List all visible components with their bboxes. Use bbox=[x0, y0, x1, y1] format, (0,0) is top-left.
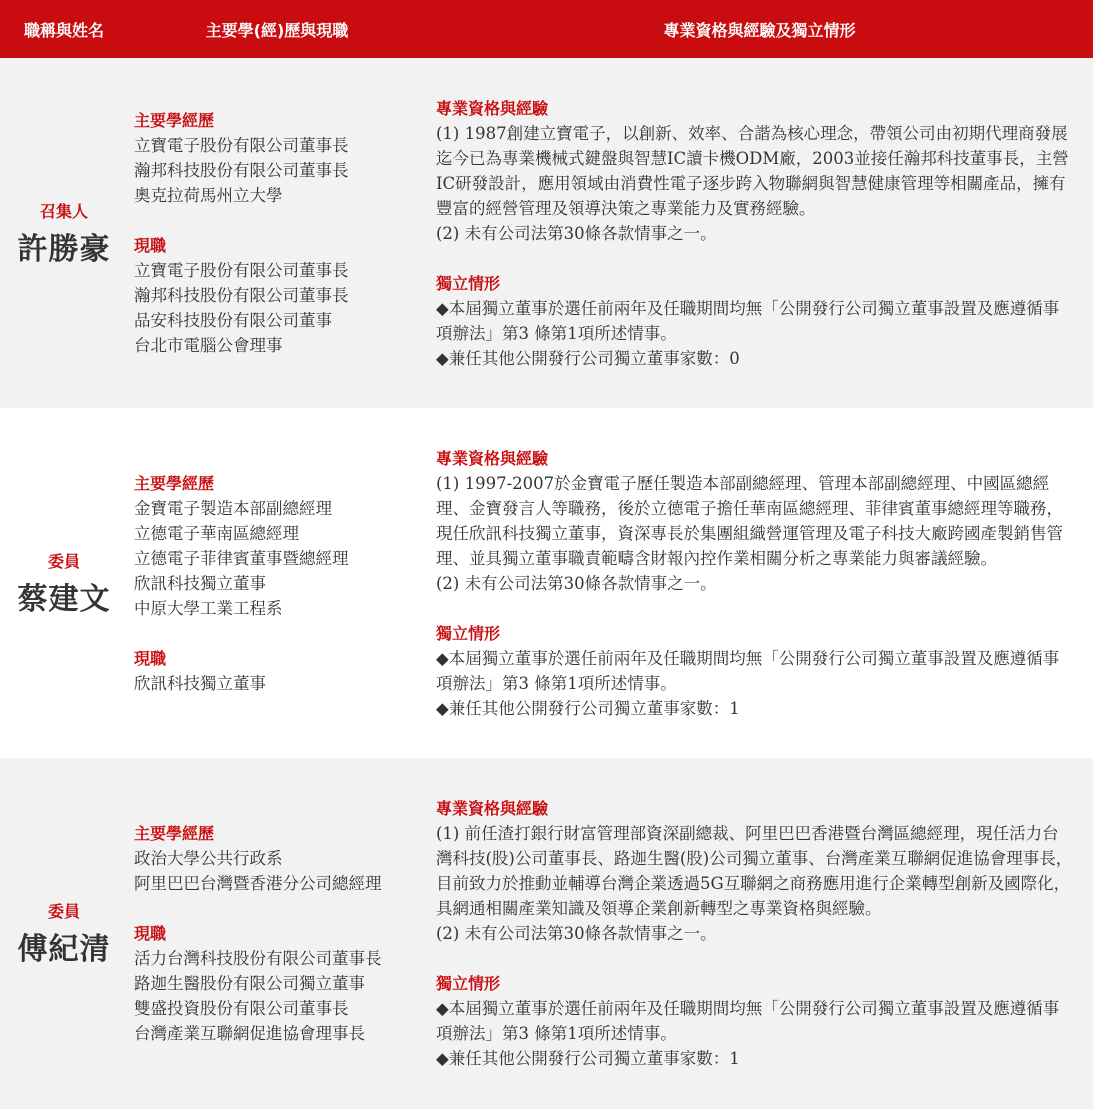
member-role: 召集人 bbox=[39, 201, 88, 221]
current-item: 台北市電腦公會理事 bbox=[134, 336, 283, 355]
member-identity bbox=[0, 758, 128, 1109]
independence-count: ◆兼任其他公開發行公司獨立董事家數：0 bbox=[436, 348, 740, 368]
qualification-text: (1) 1997-2007於金寶電子歷任製造本部副總經理、管理本部副總經理、中國區總經理、金寶發言人等職務，後於立德電子擔任華南區總經理、菲律賓董事總經理等職務，現任欣訊科技獨立董事，資深專長於集團組織營運管理及電子科技大廠跨國產製銷售管理、並具獨立董事職責範疇含財報內控作業相關分析之專業能力與審議經驗。 bbox=[436, 473, 1063, 568]
member-role: 委員 bbox=[47, 551, 80, 571]
member-name: 蔡建文 bbox=[17, 581, 111, 617]
education-item: 立德電子華南區總經理 bbox=[134, 523, 299, 543]
table-row bbox=[0, 758, 1093, 1109]
member-background bbox=[128, 58, 426, 408]
table-header bbox=[0, 0, 1093, 58]
qualification-text-2: (2) 未有公司法第30條各款情事之一。 bbox=[436, 573, 717, 593]
member-qualification bbox=[426, 408, 1093, 758]
header-title-name: 職稱與姓名 bbox=[23, 20, 104, 40]
education-item: 阿里巴巴台灣暨香港分公司總經理 bbox=[134, 874, 382, 893]
independence-title: 獨立情形 bbox=[436, 623, 501, 643]
member-name: 許勝豪 bbox=[17, 231, 111, 267]
independence-text: ◆本屆獨立董事於選任前兩年及任職期間均無「公開發行公司獨立董事設置及應遵循事項辦法」第3 條第1項所述情事。 bbox=[436, 999, 1060, 1043]
member-background bbox=[128, 758, 426, 1109]
education-title: 主要學經歷 bbox=[134, 473, 215, 493]
current-title: 現職 bbox=[134, 236, 167, 255]
education-item: 欣訊科技獨立董事 bbox=[134, 573, 266, 593]
independence-text: ◆本屆獨立董事於選任前兩年及任職期間均無「公開發行公司獨立董事設置及應遵循事項辦法」第3 條第1項所述情事。 bbox=[436, 298, 1060, 343]
qualification-text: (1) 前任渣打銀行財富管理部資深副總裁、阿里巴巴香港暨台灣區總經理，現任活力台灣科技(股)公司董事長、路迦生醫(股)公司獨立董事、台灣產業互聯網促進協會理事長，目前致力於推動並輔導台灣企業透過5G互聯網之商務應用進行企業轉型創新及國際化，具網通相關產業知識及領導企業創新轉型之專業資格與經驗。 bbox=[436, 824, 1073, 918]
current-title: 現職 bbox=[134, 924, 167, 943]
member-qualification bbox=[426, 58, 1093, 408]
education-item: 政治大學公共行政系 bbox=[134, 849, 283, 868]
current-item: 雙盛投資股份有限公司董事長 bbox=[134, 999, 349, 1018]
current-item: 立寶電子股份有限公司董事長 bbox=[134, 261, 349, 280]
current-item: 活力台灣科技股份有限公司董事長 bbox=[134, 949, 382, 968]
education-title: 主要學經歷 bbox=[134, 824, 215, 843]
qualification-title: 專業資格與經驗 bbox=[436, 799, 549, 818]
education-item: 奧克拉荷馬州立大學 bbox=[134, 186, 283, 205]
independence-count: ◆兼任其他公開發行公司獨立董事家數：1 bbox=[436, 1049, 740, 1068]
member-identity bbox=[0, 58, 128, 408]
independence-count: ◆兼任其他公開發行公司獨立董事家數：1 bbox=[436, 698, 740, 718]
current-item: 品安科技股份有限公司董事 bbox=[134, 311, 332, 330]
independence-text: ◆本屆獨立董事於選任前兩年及任職期間均無「公開發行公司獨立董事設置及應遵循事項辦法」第3 條第1項所述情事。 bbox=[436, 648, 1060, 693]
member-background bbox=[128, 408, 426, 758]
member-role: 委員 bbox=[47, 902, 80, 921]
member-identity bbox=[0, 408, 128, 758]
current-item: 瀚邦科技股份有限公司董事長 bbox=[134, 286, 349, 305]
education-item: 金寶電子製造本部副總經理 bbox=[134, 498, 332, 518]
education-title: 主要學經歷 bbox=[134, 111, 215, 130]
education-item: 立寶電子股份有限公司董事長 bbox=[134, 136, 349, 155]
qualification-text-2: (2) 未有公司法第30條各款情事之一。 bbox=[436, 924, 717, 943]
current-item: 路迦生醫股份有限公司獨立董事 bbox=[134, 974, 365, 993]
qualification-text: (1) 1987創建立寶電子，以創新、效率、合諧為核心理念，帶領公司由初期代理商發展迄今已為專業機械式鍵盤與智慧IC讀卡機ODM廠，2003並接任瀚邦科技董事長，主營IC研發設計，應用領域由消費性電子逐步跨入物聯網與智慧健康管理等相關產品，擁有豐富的經營管理及領導決策之專業能力及實務經驗。 bbox=[436, 123, 1069, 218]
qualification-title: 專業資格與經驗 bbox=[436, 448, 549, 468]
member-name: 傅紀清 bbox=[17, 932, 111, 967]
table-row bbox=[0, 408, 1093, 758]
education-item: 瀚邦科技股份有限公司董事長 bbox=[134, 161, 349, 180]
qualification-text-2: (2) 未有公司法第30條各款情事之一。 bbox=[436, 223, 717, 243]
member-qualification bbox=[426, 758, 1093, 1109]
current-item: 台灣產業互聯網促進協會理事長 bbox=[134, 1024, 365, 1043]
education-item: 中原大學工業工程系 bbox=[134, 598, 283, 618]
education-item: 立德電子菲律賓董事暨總經理 bbox=[134, 548, 349, 568]
table-row bbox=[0, 58, 1093, 408]
header-education: 主要學(經)歷與現職 bbox=[205, 20, 349, 40]
qualification-title: 專業資格與經驗 bbox=[436, 98, 549, 118]
current-item: 欣訊科技獨立董事 bbox=[134, 673, 266, 693]
current-title: 現職 bbox=[134, 648, 167, 668]
header-qualification: 專業資格與經驗及獨立情形 bbox=[663, 20, 856, 40]
independence-title: 獨立情形 bbox=[436, 974, 501, 993]
independence-title: 獨立情形 bbox=[436, 273, 501, 293]
